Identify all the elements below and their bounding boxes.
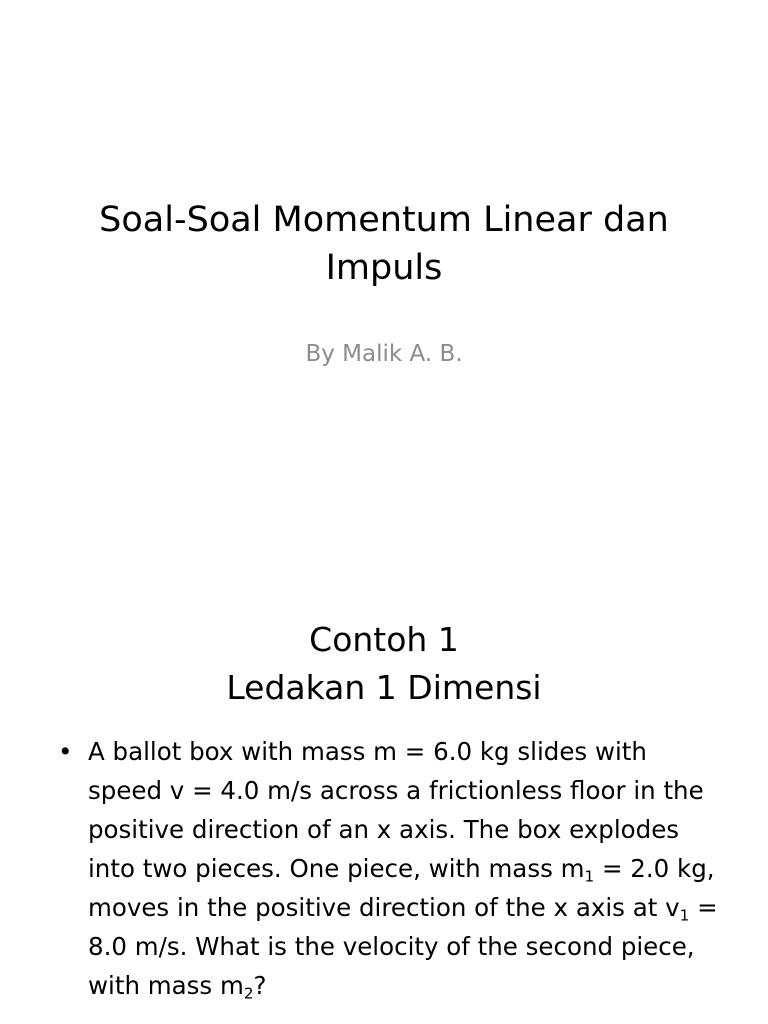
- example-heading-line-1: Contoh 1: [309, 620, 459, 659]
- slide-example-1: [0, 576, 768, 1024]
- slide-author-subtitle: By Malik A. B.: [305, 341, 463, 367]
- bullet-list: [58, 732, 718, 1005]
- bullet-text-part-4: ?: [253, 971, 267, 1000]
- subscript-1: 1: [584, 867, 595, 886]
- bullet-text-part-1: A ballot box with mass m = 6.0 kg slides with speed v = 4.0 m/s across a frictionless floor in the positive direction of an x axis. The box explodes into two pieces. One piece, with mass m: [88, 737, 704, 883]
- bullet-item: [58, 732, 718, 1005]
- subscript-2: 1: [679, 906, 690, 925]
- bullet-icon: •: [58, 737, 73, 766]
- example-heading: [40, 616, 728, 712]
- bullet-text-part-2: = 2.0 kg, moves in the positive direction of the x axis at v: [88, 854, 715, 922]
- bullet-text-part-3: = 8.0 m/s. What is the velocity of the second piece, with mass m: [88, 893, 718, 1000]
- subscript-3: 2: [243, 984, 254, 1003]
- slide-title-heading: Soal-Soal Momentum Linear dan Impuls: [99, 200, 669, 288]
- example-heading-line-2: Ledakan 1 Dimensi: [226, 668, 542, 707]
